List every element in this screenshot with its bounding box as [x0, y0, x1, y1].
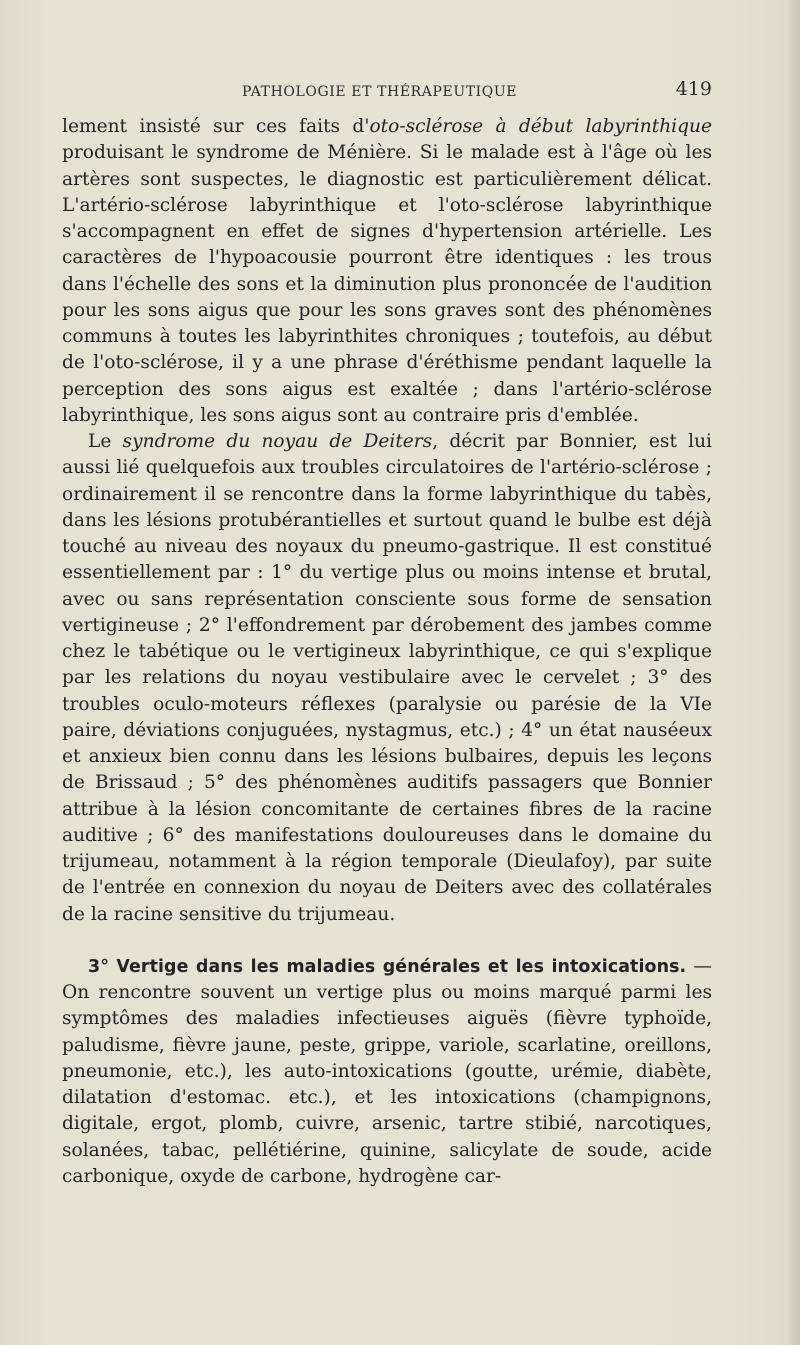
- running-title: PATHOLOGIE ET THÉRAPEUTIQUE: [242, 84, 518, 100]
- section-3-heading: 3° Vertige dans les maladies générales et les intoxications.: [88, 956, 687, 977]
- section-3-text: On rencontre souvent un vertige plus ou moins marqué parmi les symptômes des maladies infectieuses aiguës (fièvre typhoïde, paludisme, fièvre jaune, peste, grippe, variole, scarlatine, oreillons, pneumonie, etc.), les auto-intoxications (goutte, urémie, diabète, dilatation d'estomac. etc.), et les intoxications (champignons, digitale, ergot, plomb, cuivre, arsenic, tartre stibié, narcotiques, solanées, tabac, pellétiérine, quinine, salicylate de soude, acide carbonique, oxyde de carbone, hydrogène car-: [62, 982, 712, 1187]
- paragraph-1-text-b: produisant le syndrome de Ménière. Si le malade est à l'âge où les artères sont suspectes, le diagnostic est particulièrement délicat. L'artério-sclérose labyrinthique et l'oto-sclérose labyrinthique s'accompagnent en effet de signes d'hypertension artérielle. Les caractères de l'hypoacousie pourront être identiques : les trous dans l'échelle des sons et la diminution plus prononcée de l'audition pour les sons aigus que pour les sons graves sont des phénomènes communs à toutes les labyrinthites chroniques ; toutefois, au début de l'oto-sclérose, il y a une phrase d'éréthisme pendant laquelle la perception des sons aigus est exaltée ; dans l'artério-sclérose labyrinthique, les sons aigus sont au contraire pris d'emblée.: [62, 142, 712, 426]
- section-3-paragraph: [62, 954, 712, 1190]
- page-number: 419: [675, 78, 712, 100]
- paragraph-2-text-a: Le: [88, 431, 123, 452]
- running-head: [62, 78, 712, 106]
- paragraph-2-italic-term: syndrome du noyau de Deiters: [122, 431, 433, 452]
- paragraph-1-italic-term: oto-sclérose à début labyrinthique: [369, 116, 712, 137]
- paragraph-oto-sclerose: [62, 114, 712, 429]
- body-text: [62, 114, 712, 1190]
- paragraph-1-text-a: lement insisté sur ces faits d': [62, 116, 370, 137]
- paragraph-deiters-syndrome: [62, 429, 712, 928]
- paragraph-2-text-b: , décrit par Bonnier, est lui aussi lié quelquefois aux troubles circulatoires de l'artério-sclérose ; ordinairement il se rencontre dans la forme labyrinthique du tabès, dans les lésions protubérantielles et surtout quand le bulbe est déjà touché au niveau des noyaux du pneumo-gastrique. Il est constitué essentiellement par : 1° du vertige plus ou moins intense et brutal, avec ou sans représentation consciente sous forme de sensation vertigineuse ; 2° l'effondrement par dérobement des jambes comme chez le tabétique ou le vertigineux labyrinthique, ce qui s'explique par les relations du noyau vestibulaire avec le cervelet ; 3° des troubles oculo-moteurs réflexes (paralysie ou parésie de la VIe paire, déviations conjuguées, nystagmus, etc.) ; 4° un état nauséeux et anxieux bien connu dans les lésions bulbaires, depuis les leçons de Brissaud ; 5° des phénomènes auditifs passagers que Bonnier attribue à la lésion concomitante de certaines fibres de la racine auditive ; 6° des manifestations douloureuses dans le domaine du trijumeau, notamment à la région temporale (Dieulafoy), par suite de l'entrée en connexion du noyau de Deiters avec des collatérales de la racine sensitive du trijumeau.: [62, 431, 712, 925]
- section-3-dash: —: [686, 955, 712, 977]
- page-edge-shadow: [786, 0, 800, 1345]
